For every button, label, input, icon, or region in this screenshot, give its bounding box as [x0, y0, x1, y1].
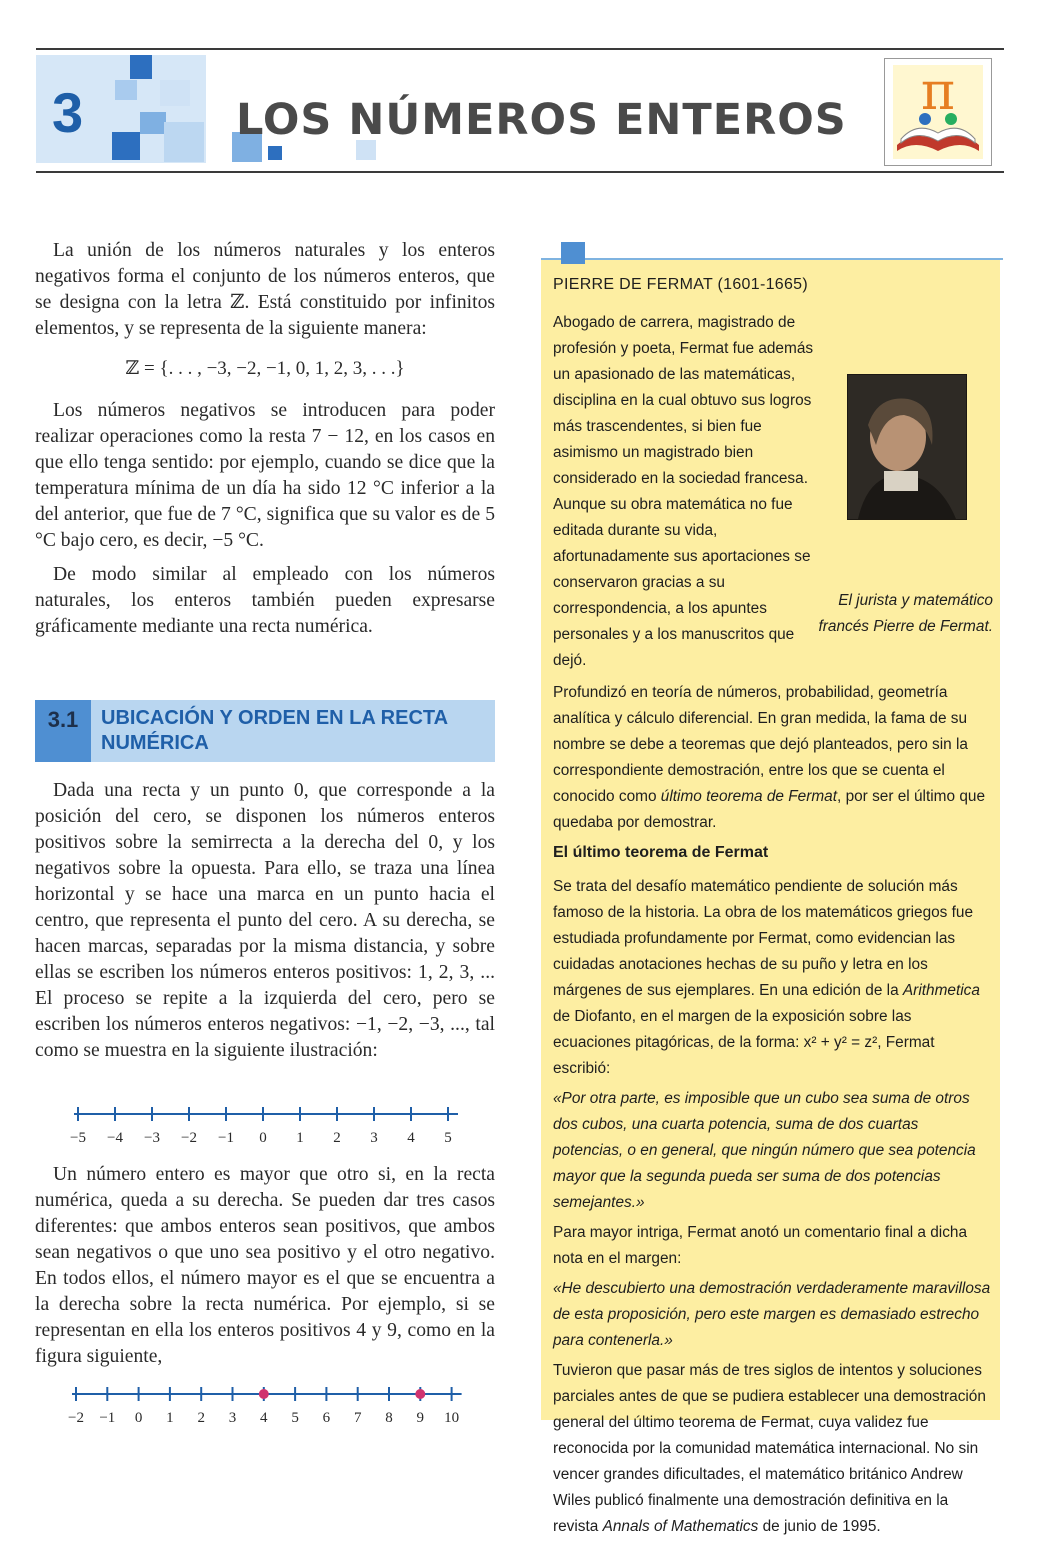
- tick-label: 3: [228, 1410, 237, 1426]
- tick-label: 0: [259, 1130, 267, 1146]
- paragraph: De modo similar al empleado con los números naturales, los enteros también pueden expresarse gráficamente mediante una recta numérica.: [35, 564, 495, 637]
- tick-label: −5: [70, 1130, 86, 1146]
- box-subheading: El último teorema de Fermat: [553, 844, 769, 861]
- tick-label: −1: [218, 1130, 234, 1146]
- paragraph: La unión de los números naturales y los enteros negativos forma el conjunto de los números enteros, que se designa con la letra ℤ. Está constituido por infinitos elementos, y se representa de la siguiente manera:: [35, 240, 495, 339]
- set-formula: ℤ = {. . . , −3, −2, −1, 0, 1, 2, 3, . . .}: [125, 358, 405, 379]
- section-text: [35, 778, 495, 1064]
- tick-label: 3: [370, 1130, 378, 1146]
- tick-label: 9: [416, 1410, 425, 1426]
- pi-book-logo: [884, 58, 992, 166]
- comparison-text: [35, 1162, 495, 1370]
- tick-label: 4: [260, 1410, 268, 1426]
- section-title: UBICACIÓN Y ORDEN EN LA RECTA NUMÉRICA: [101, 707, 448, 754]
- svg-text:π: π: [920, 62, 956, 122]
- tick-label: 7: [353, 1410, 362, 1426]
- bio-text: Abogado de carrera, magistrado de profesión y poeta, Fermat fue además un apasionado de las matemáticas, disciplina en la cual obtuvo sus logros más trascendentes, si bien fue asimismo un magistrado bien considerado en la sociedad francesa. Aunque su obra matemática no fue editada durante su vida, afortunadamente sus aportaciones se conservaron gracias a su correspondencia, a los apuntes personales y a los manuscritos que dejó.: [553, 314, 814, 669]
- tick-label: 6: [322, 1410, 331, 1426]
- box-paragraph: Profundizó en teoría de números, probabilidad, geometría analítica y cálculo diferencial. En gran medida, la fama de su nombre se debe a teoremas que dejó planteados, pero sin la correspondiente demostración, entre los que se cuenta el conocido como último teorema de Fermat, por ser el último que quedaba por demostrar.: [553, 684, 986, 831]
- tick-label: −3: [144, 1130, 160, 1146]
- tick-label: 5: [291, 1410, 299, 1426]
- marked-point: [415, 1389, 425, 1399]
- tick-label: 1: [166, 1410, 174, 1426]
- tick-label: 8: [385, 1410, 393, 1426]
- tick-label: 2: [197, 1410, 205, 1426]
- marked-point: [259, 1389, 269, 1399]
- box-top-rule: [541, 258, 1003, 260]
- tick-label: 4: [407, 1130, 415, 1146]
- box-paragraph: Se trata del desafío matemático pendiente de solución más famoso de la historia. La obra de los matemáticos griegos fue estudiada profundamente por Fermat, como evidencian las cuidadas anotaciones hechas de su puño y letra en los márgenes de sus ejemplares. En una edición de la Arithmetica de Diofanto, en el margen de la exposición sobre las ecuaciones pitagóricas, de la forma: x² + y² = z², Fermat escribió:: [553, 878, 980, 1077]
- tick-label: 5: [444, 1130, 452, 1146]
- box-paragraph: Para mayor intriga, Fermat anotó un comentario final a dicha nota en el margen:: [553, 1224, 968, 1267]
- tick-label: 10: [444, 1410, 460, 1426]
- tick-label: 0: [134, 1410, 143, 1426]
- tick-label: −4: [107, 1130, 123, 1146]
- box-corner-square: [561, 242, 585, 264]
- paragraph: Los números negativos se introducen para poder realizar operaciones como la resta 7 − 12, en los casos en que ello tenga sentido: por ejemplo, cuando se dice que la temperatura mínima de un día ha sido 12 °C inferior a la del anterior, que fue de 7 °C, significa que su valor es de 5 °C bajo cero, es decir, −5 °C.: [35, 400, 495, 551]
- tick-label: −2: [181, 1130, 197, 1146]
- box-heading: PIERRE DE FERMAT (1601-1665): [553, 276, 809, 293]
- section-header: [35, 700, 495, 762]
- bio-block: [553, 310, 991, 674]
- tick-label: −1: [99, 1410, 116, 1426]
- fermat-quote-1: «Por otra parte, es imposible que un cubo sea suma de otros dos cubos, una cuarta potencia, suma de dos cuartas potencias, o en general, que ningún número que sea potencia mayor que la segunda pueda ser suma de dos potencias semejantes.»: [553, 1090, 976, 1211]
- fermat-box-content: [553, 272, 991, 1544]
- intro-text: [35, 238, 495, 648]
- header-bottom-rule: [36, 171, 1004, 173]
- fermat-portrait: [847, 374, 967, 520]
- paragraph: Un número entero es mayor que otro si, en la recta numérica, queda a su derecha. Se pueden dar tres casos diferentes: que ambos enteros sean positivos, que ambos sean negativos o que uno sea positivo y el otro negativo. En todos ellos, el número mayor es el que se encuentra a la derecha sobre la recta numérica. Por ejemplo, si se representan en ella los enteros positivos 4 y 9, como en la figura siguiente,: [35, 1164, 495, 1367]
- header-top-rule: [36, 48, 1004, 50]
- number-line-2: [66, 1382, 466, 1432]
- section-number: 3.1: [35, 700, 91, 762]
- tick-label: 1: [296, 1130, 304, 1146]
- number-line-1: [66, 1102, 466, 1152]
- fermat-quote-2: «He descubierto una demostración verdaderamente maravillosa de esta proposición, pero este margen es demasiado estrecho para contenerla.»: [553, 1280, 991, 1349]
- tick-label: 2: [333, 1130, 341, 1146]
- box-paragraph: Tuvieron que pasar más de tres siglos de intentos y soluciones parciales antes de que se pudiera establecer una demostración general del último teorema de Fermat, cuya validez fue reconocida por la comunidad matemática internacional. No sin vencer grandes dificultades, el matemático británico Andrew Wiles publicó finalmente una demostración definitiva en la revista Annals of Mathematics de junio de 1995.: [553, 1362, 986, 1535]
- portrait-caption: El jurista y matemático francés Pierre de Fermat.: [818, 592, 993, 635]
- chapter-number: 3: [52, 81, 84, 144]
- paragraph: Dada una recta y un punto 0, que corresponde a la posición del cero, se disponen los números enteros positivos sobre la semirrecta a la derecha del 0, y los negativos sobre la opuesta. Para ello, se traza una línea horizontal y se hace una marca en un punto hacia el centro, que representa el punto del cero. A su derecha, se hacen marcas, separadas por la misma distancia, y sobre ellas se escriben los números enteros positivos: 1, 2, 3, ... El proceso se repite a la izquierda del cero, pero se escriben los números enteros negativos: −1, −2, −3, ..., tal como se muestra en la siguiente ilustración:: [35, 780, 495, 1061]
- chapter-title: LOS NÚMEROS ENTEROS: [236, 95, 847, 145]
- tick-label: −2: [68, 1410, 84, 1426]
